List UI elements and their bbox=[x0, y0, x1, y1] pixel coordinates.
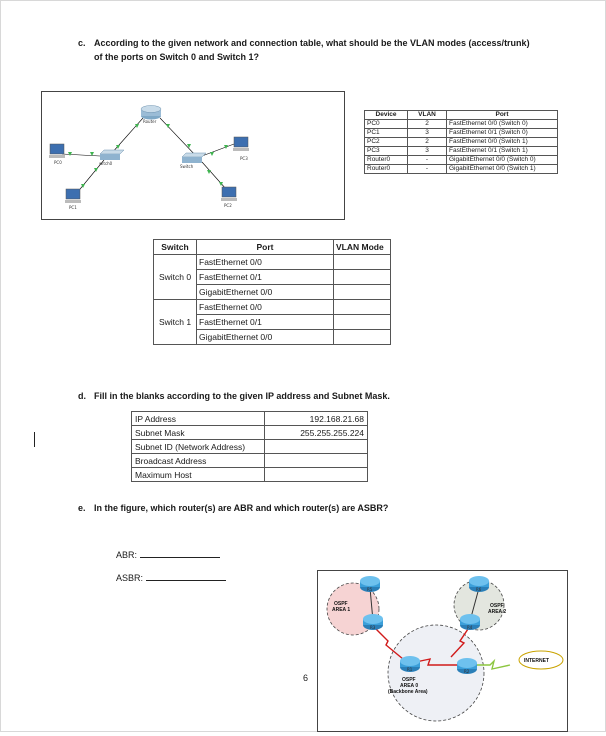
asbr-answer bbox=[116, 570, 226, 583]
header-device: Device bbox=[365, 111, 408, 120]
row-value: 255.255.255.224 bbox=[265, 426, 368, 440]
cell-port: FastEthernet 0/0 (Switch 1) bbox=[447, 138, 558, 147]
internet-cloud-icon bbox=[519, 651, 563, 669]
switch1-label: Switch bbox=[180, 164, 194, 169]
router-label: Router bbox=[143, 119, 157, 124]
area2-label bbox=[488, 603, 506, 615]
header-vlan-mode: VLAN Mode bbox=[334, 240, 391, 255]
cell-vlan: 2 bbox=[408, 120, 447, 129]
router-r5-icon bbox=[360, 576, 380, 592]
vlan-mode-answer-field[interactable] bbox=[334, 255, 391, 270]
cell-port: FastEthernet 0/1 (Switch 1) bbox=[447, 147, 558, 156]
header-port: Port bbox=[447, 111, 558, 120]
table-row bbox=[132, 440, 368, 454]
question-d-label: d. bbox=[78, 391, 86, 401]
table-row bbox=[365, 138, 558, 147]
cell-device: PC1 bbox=[365, 129, 408, 138]
abr-label: ABR: bbox=[116, 550, 138, 560]
cell-vlan: - bbox=[408, 165, 447, 174]
table-row bbox=[132, 412, 368, 426]
cell-port: FastEthernet 0/1 (Switch 0) bbox=[447, 129, 558, 138]
broadcast-answer-field[interactable] bbox=[265, 454, 368, 468]
cell-device: PC0 bbox=[365, 120, 408, 129]
topology-links bbox=[62, 118, 234, 194]
cell-port: GigabitEthernet 0/0 bbox=[197, 285, 334, 300]
table-row bbox=[365, 120, 558, 129]
cell-port: FastEthernet 0/1 bbox=[197, 270, 334, 285]
ip-address-table bbox=[131, 411, 368, 482]
cell-vlan: 2 bbox=[408, 138, 447, 147]
router-r6-label: R6 bbox=[476, 587, 482, 592]
header-switch: Switch bbox=[154, 240, 197, 255]
router-icon bbox=[141, 106, 161, 125]
row-label: IP Address bbox=[132, 412, 265, 426]
question-d bbox=[78, 389, 390, 403]
row-label: Maximum Host bbox=[132, 468, 265, 482]
area1-label-line2: AREA 1 bbox=[332, 607, 351, 613]
router-r2-label: R2 bbox=[464, 669, 470, 674]
pc2-icon bbox=[221, 187, 237, 208]
switch1-icon bbox=[180, 153, 206, 169]
row-label: Broadcast Address bbox=[132, 454, 265, 468]
row-label: Subnet Mask bbox=[132, 426, 265, 440]
ospf-areas-figure bbox=[317, 570, 568, 732]
cell-port: GigabitEthernet 0/0 (Switch 1) bbox=[447, 165, 558, 174]
vlan-connection-table bbox=[364, 110, 558, 174]
row-label: Subnet ID (Network Address) bbox=[132, 440, 265, 454]
cell-vlan: - bbox=[408, 156, 447, 165]
area2-label-line1: OSPF bbox=[490, 603, 504, 609]
ospf-diagram bbox=[318, 571, 567, 731]
cell-port: FastEthernet 0/1 bbox=[197, 315, 334, 330]
vlan-mode-answer-field[interactable] bbox=[334, 285, 391, 300]
switch0-icon bbox=[99, 150, 124, 166]
question-c-text-line1: According to the given network and connection table, what should be the VLAN modes (access/trunk) bbox=[94, 38, 530, 48]
router-r3-label: R3 bbox=[370, 625, 376, 630]
text-cursor bbox=[34, 432, 35, 447]
question-c-label: c. bbox=[78, 38, 86, 48]
cell-device: PC3 bbox=[365, 147, 408, 156]
network-topology-figure bbox=[41, 91, 345, 220]
area0-label-line3: (Backbone Area) bbox=[388, 689, 428, 695]
vlan-mode-answer-field[interactable] bbox=[334, 330, 391, 345]
abr-answer-blank[interactable] bbox=[140, 547, 220, 558]
vlan-table-header bbox=[365, 111, 558, 120]
area0-label-line2: AREA 0 bbox=[400, 683, 419, 689]
router-r4-label: R4 bbox=[467, 625, 473, 630]
subnet-id-answer-field[interactable] bbox=[265, 440, 368, 454]
page-number: 6 bbox=[303, 673, 309, 683]
vlan-mode-answer-field[interactable] bbox=[334, 315, 391, 330]
area1-label-line1: OSPF bbox=[334, 601, 348, 607]
cell-port: FastEthernet 0/0 bbox=[197, 300, 334, 315]
router-r2-icon bbox=[457, 658, 477, 674]
vlan-mode-table bbox=[153, 239, 391, 345]
table-row bbox=[132, 426, 368, 440]
cell-switch: Switch 0 bbox=[154, 255, 197, 300]
internet-label: INTERNET bbox=[524, 658, 549, 664]
router-r3-icon bbox=[363, 614, 383, 630]
asbr-answer-blank[interactable] bbox=[146, 570, 226, 581]
vlan-mode-answer-field[interactable] bbox=[334, 300, 391, 315]
question-c bbox=[78, 36, 530, 64]
table-row bbox=[365, 156, 558, 165]
area0-label-line1: OSPF bbox=[402, 677, 416, 683]
topology-diagram bbox=[42, 92, 344, 219]
header-port: Port bbox=[197, 240, 334, 255]
cell-port: GigabitEthernet 0/0 bbox=[197, 330, 334, 345]
cell-device: PC2 bbox=[365, 138, 408, 147]
pc1-label: PC1 bbox=[69, 205, 77, 210]
question-c-text-line2: of the ports on Switch 0 and Switch 1? bbox=[94, 52, 260, 62]
pc3-icon bbox=[233, 137, 249, 161]
question-d-text: Fill in the blanks according to the given IP address and Subnet Mask. bbox=[94, 391, 390, 401]
router-r4-icon bbox=[460, 614, 480, 630]
asbr-label: ASBR: bbox=[116, 573, 144, 583]
cell-device: Router0 bbox=[365, 156, 408, 165]
table-row bbox=[154, 300, 391, 315]
row-value: 192.168.21.68 bbox=[265, 412, 368, 426]
router-r5-label: R5 bbox=[367, 587, 373, 592]
cell-device: Router0 bbox=[365, 165, 408, 174]
switch0-label: witch0 bbox=[99, 161, 113, 166]
question-e bbox=[78, 501, 388, 515]
abr-answer bbox=[116, 547, 220, 560]
area1-label bbox=[332, 601, 350, 613]
cell-port: GigabitEthernet 0/0 (Switch 0) bbox=[447, 156, 558, 165]
mode-table-header bbox=[154, 240, 391, 255]
table-row bbox=[365, 129, 558, 138]
router-r1-label: R1 bbox=[407, 667, 413, 672]
area2-label-line2: AREA 2 bbox=[488, 609, 507, 615]
pc3-label: PC3 bbox=[240, 156, 248, 161]
router-r1-icon bbox=[400, 656, 420, 672]
router-r6-icon bbox=[469, 576, 489, 592]
table-row bbox=[132, 468, 368, 482]
cell-port: FastEthernet 0/0 (Switch 0) bbox=[447, 120, 558, 129]
cell-vlan: 3 bbox=[408, 147, 447, 156]
max-host-answer-field[interactable] bbox=[265, 468, 368, 482]
pc2-label: PC2 bbox=[224, 203, 232, 208]
table-row bbox=[132, 454, 368, 468]
cell-port: FastEthernet 0/0 bbox=[197, 255, 334, 270]
pc1-icon bbox=[65, 189, 81, 210]
cell-switch: Switch 1 bbox=[154, 300, 197, 345]
pc0-icon bbox=[49, 144, 65, 165]
link-status-markers bbox=[68, 124, 228, 188]
question-e-label: e. bbox=[78, 503, 86, 513]
header-vlan: VLAN bbox=[408, 111, 447, 120]
table-row bbox=[365, 147, 558, 156]
table-row bbox=[154, 255, 391, 270]
cell-vlan: 3 bbox=[408, 129, 447, 138]
table-row bbox=[365, 165, 558, 174]
question-e-text: In the figure, which router(s) are ABR and which router(s) are ASBR? bbox=[94, 503, 389, 513]
pc0-label: PC0 bbox=[54, 160, 62, 165]
vlan-mode-answer-field[interactable] bbox=[334, 270, 391, 285]
